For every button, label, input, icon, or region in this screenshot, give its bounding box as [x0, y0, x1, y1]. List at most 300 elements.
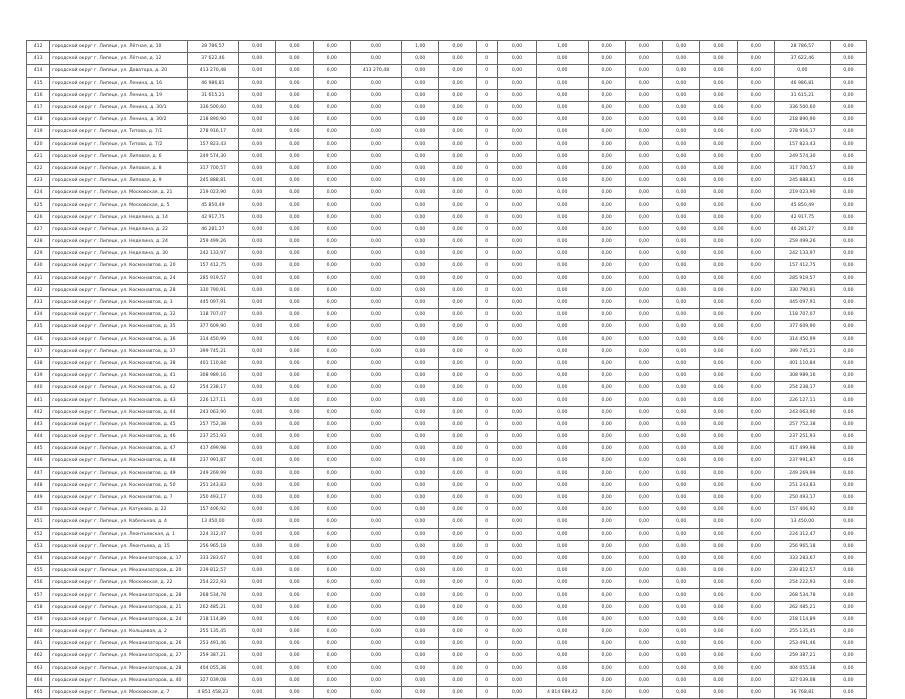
value-cell: 0,00 [830, 236, 866, 248]
value-cell: 0,00 [737, 626, 774, 638]
value-cell: 0 [476, 309, 497, 321]
address-cell: городской округ г. Липецк, ул. Космонавтов, д. 38 [50, 357, 187, 369]
value-cell: 0,00 [625, 150, 662, 162]
value-cell: 0,00 [625, 357, 662, 369]
value-cell: 0,00 [737, 260, 774, 272]
value-cell: 0,00 [239, 199, 276, 211]
row-number-cell: 442 [27, 406, 50, 418]
row-number-cell: 444 [27, 431, 50, 443]
value-cell: 0,00 [537, 674, 588, 686]
value-cell: 0,00 [402, 638, 439, 650]
value-cell: 0,00 [313, 431, 350, 443]
value-cell: 0,00 [239, 626, 276, 638]
value-cell: 0,00 [625, 321, 662, 333]
value-cell: 0,00 [313, 126, 350, 138]
value-cell: 0,00 [830, 126, 866, 138]
value-cell: 0,00 [313, 345, 350, 357]
spreadsheet-page [26, 40, 867, 696]
value-cell: 243 063,90 [187, 406, 238, 418]
value-cell: 0,00 [276, 565, 313, 577]
value-cell: 0,00 [439, 589, 476, 601]
value-cell: 0,00 [588, 357, 625, 369]
row-number-cell: 446 [27, 455, 50, 467]
value-cell: 0 [476, 321, 497, 333]
value-cell: 0,00 [830, 479, 866, 491]
value-cell: 0,00 [239, 528, 276, 540]
row-number-cell: 461 [27, 638, 50, 650]
value-cell: 0,00 [239, 236, 276, 248]
value-cell: 0,00 [588, 528, 625, 540]
value-cell: 0,00 [497, 272, 537, 284]
row-number-cell: 455 [27, 565, 50, 577]
value-cell: 0 [476, 638, 497, 650]
row-number-cell: 431 [27, 272, 50, 284]
value-cell: 259 499,26 [774, 236, 830, 248]
value-cell: 0,00 [239, 431, 276, 443]
value-cell: 218 114,89 [774, 613, 830, 625]
value-cell: 0,00 [239, 296, 276, 308]
value-cell: 0,00 [313, 467, 350, 479]
value-cell: 0,00 [350, 175, 401, 187]
table-row [27, 394, 867, 406]
value-cell: 404 055,38 [774, 662, 830, 674]
value-cell: 0,00 [350, 418, 401, 430]
value-cell: 0,00 [402, 601, 439, 613]
value-cell: 0,00 [737, 686, 774, 698]
value-cell: 0 [476, 491, 497, 503]
row-number-cell: 452 [27, 528, 50, 540]
value-cell: 0,00 [402, 260, 439, 272]
address-cell: городской округ г. Липецк, ул. Космонавтов, д. 36 [50, 333, 187, 345]
address-cell: городской округ г. Липецк, ул. Космонавтов, д. 41 [50, 370, 187, 382]
value-cell: 0,00 [239, 272, 276, 284]
value-cell: 0,00 [350, 455, 401, 467]
address-cell: городской округ г. Липецк, ул. Космонавтов, д. 3 [50, 296, 187, 308]
value-cell: 0,00 [625, 309, 662, 321]
value-cell: 0,00 [239, 345, 276, 357]
value-cell: 0,00 [276, 455, 313, 467]
value-cell: 0,00 [239, 443, 276, 455]
value-cell: 0,00 [313, 674, 350, 686]
value-cell: 45 850,49 [187, 199, 238, 211]
value-cell: 377 609,90 [187, 321, 238, 333]
value-cell: 0,00 [402, 65, 439, 77]
value-cell: 0,00 [625, 89, 662, 101]
value-cell: 0,00 [625, 333, 662, 345]
value-cell: 0,00 [350, 162, 401, 174]
value-cell: 0,00 [276, 211, 313, 223]
value-cell: 0,00 [537, 443, 588, 455]
value-cell: 0,00 [239, 333, 276, 345]
value-cell: 0,00 [402, 565, 439, 577]
value-cell: 0,00 [537, 370, 588, 382]
value-cell: 0,00 [588, 638, 625, 650]
value-cell: 0,00 [497, 467, 537, 479]
value-cell: 0,00 [313, 321, 350, 333]
value-cell: 0,00 [737, 650, 774, 662]
value-cell: 0,00 [402, 577, 439, 589]
value-cell: 0,00 [588, 626, 625, 638]
value-cell: 0,00 [663, 662, 700, 674]
value-cell: 0,00 [663, 309, 700, 321]
value-cell: 0,00 [313, 260, 350, 272]
value-cell: 0,00 [737, 516, 774, 528]
row-number-cell: 428 [27, 236, 50, 248]
value-cell: 404 055,38 [187, 662, 238, 674]
table-row [27, 613, 867, 625]
value-cell: 0,00 [625, 528, 662, 540]
value-cell: 0,00 [350, 613, 401, 625]
value-cell: 37 622,46 [774, 53, 830, 65]
value-cell: 0,00 [588, 333, 625, 345]
value-cell: 0,00 [313, 370, 350, 382]
table-row [27, 443, 867, 455]
value-cell: 0,00 [350, 491, 401, 503]
value-cell: 0,00 [737, 357, 774, 369]
value-cell: 0,00 [239, 479, 276, 491]
value-cell: 0,00 [239, 540, 276, 552]
value-cell: 0,00 [625, 565, 662, 577]
value-cell: 0,00 [497, 504, 537, 516]
value-cell: 257 752,38 [187, 418, 238, 430]
value-cell: 0,00 [497, 126, 537, 138]
value-cell: 0,00 [313, 175, 350, 187]
value-cell: 0,00 [588, 284, 625, 296]
value-cell: 278 916,17 [187, 126, 238, 138]
table-row [27, 357, 867, 369]
value-cell: 0,00 [537, 126, 588, 138]
value-cell: 0,00 [625, 601, 662, 613]
value-cell: 0,00 [402, 674, 439, 686]
value-cell: 0,00 [402, 406, 439, 418]
value-cell: 0,00 [402, 248, 439, 260]
value-cell: 0,00 [497, 284, 537, 296]
value-cell: 0,00 [350, 321, 401, 333]
value-cell: 0,00 [276, 248, 313, 260]
value-cell: 0,00 [497, 321, 537, 333]
value-cell: 0,00 [537, 77, 588, 89]
value-cell: 0,00 [625, 187, 662, 199]
value-cell: 0 [476, 479, 497, 491]
value-cell: 0,00 [276, 199, 313, 211]
value-cell: 0,00 [497, 431, 537, 443]
value-cell: 0 [476, 662, 497, 674]
value-cell: 254 222,93 [774, 577, 830, 589]
value-cell: 0,00 [700, 552, 737, 564]
value-cell: 0,00 [830, 211, 866, 223]
value-cell: 0,00 [663, 114, 700, 126]
value-cell: 0,00 [588, 321, 625, 333]
value-cell: 0,00 [625, 370, 662, 382]
value-cell: 0,00 [239, 260, 276, 272]
value-cell: 0,00 [737, 467, 774, 479]
value-cell: 0,00 [402, 53, 439, 65]
value-cell: 0,00 [663, 187, 700, 199]
value-cell: 0,00 [700, 467, 737, 479]
value-cell: 0,00 [276, 552, 313, 564]
value-cell: 0,00 [439, 626, 476, 638]
address-cell: городской округ г. Липецк, ул. Космонавтов, д. 45 [50, 418, 187, 430]
value-cell: 0,00 [497, 552, 537, 564]
value-cell: 0,00 [350, 589, 401, 601]
value-cell: 1,00 [537, 41, 588, 53]
value-cell: 0,00 [537, 53, 588, 65]
value-cell: 0,00 [313, 333, 350, 345]
value-cell: 0,00 [663, 53, 700, 65]
value-cell: 0,00 [737, 101, 774, 113]
value-cell: 0,00 [588, 589, 625, 601]
address-cell: городской округ г. Липецк, ул. Космонавтов, д. 42 [50, 382, 187, 394]
address-cell: городской округ г. Липецк, ул. Липовая, д. 8 [50, 162, 187, 174]
row-number-cell: 445 [27, 443, 50, 455]
value-cell: 0,00 [350, 77, 401, 89]
value-cell: 0,00 [663, 248, 700, 260]
value-cell: 0,00 [830, 382, 866, 394]
value-cell: 0,00 [439, 394, 476, 406]
value-cell: 0,00 [737, 199, 774, 211]
value-cell: 0,00 [588, 41, 625, 53]
value-cell: 0,00 [497, 199, 537, 211]
value-cell: 0,00 [830, 516, 866, 528]
value-cell: 0,00 [439, 370, 476, 382]
value-cell: 0,00 [497, 101, 537, 113]
value-cell: 0,00 [350, 394, 401, 406]
value-cell: 0,00 [625, 613, 662, 625]
value-cell: 0,00 [239, 589, 276, 601]
value-cell: 0 [476, 65, 497, 77]
value-cell: 336 500,60 [774, 101, 830, 113]
value-cell: 0,00 [350, 565, 401, 577]
value-cell: 0,00 [402, 126, 439, 138]
value-cell: 0,00 [497, 443, 537, 455]
value-cell: 0,00 [830, 674, 866, 686]
value-cell: 0,00 [402, 296, 439, 308]
value-cell: 0,00 [588, 662, 625, 674]
value-cell: 0,00 [350, 601, 401, 613]
value-cell: 0,00 [663, 199, 700, 211]
value-cell: 0,00 [313, 504, 350, 516]
value-cell: 0,00 [497, 175, 537, 187]
row-number-cell: 427 [27, 223, 50, 235]
value-cell: 0,00 [402, 150, 439, 162]
value-cell: 0,00 [830, 162, 866, 174]
value-cell: 0,00 [830, 345, 866, 357]
row-number-cell: 424 [27, 187, 50, 199]
value-cell: 0,00 [313, 211, 350, 223]
value-cell: 0,00 [663, 77, 700, 89]
value-cell: 0,00 [537, 150, 588, 162]
value-cell: 0,00 [700, 345, 737, 357]
value-cell: 0,00 [497, 260, 537, 272]
value-cell: 0,00 [350, 236, 401, 248]
value-cell: 0,00 [276, 613, 313, 625]
address-cell: городской округ г. Липецк, ул. Неделина, д. 14 [50, 211, 187, 223]
value-cell: 0,00 [537, 199, 588, 211]
value-cell: 0,00 [700, 406, 737, 418]
table-row [27, 211, 867, 223]
value-cell: 0,00 [537, 357, 588, 369]
value-cell: 0,00 [350, 431, 401, 443]
value-cell: 0,00 [313, 357, 350, 369]
value-cell: 242 133,97 [187, 248, 238, 260]
value-cell: 0,00 [276, 333, 313, 345]
value-cell: 259 499,26 [187, 236, 238, 248]
value-cell: 0,00 [663, 126, 700, 138]
value-cell: 0,00 [737, 89, 774, 101]
value-cell: 0,00 [497, 187, 537, 199]
value-cell: 0,00 [700, 626, 737, 638]
value-cell: 0,00 [537, 101, 588, 113]
value-cell: 0,00 [439, 333, 476, 345]
value-cell: 0,00 [588, 126, 625, 138]
value-cell: 0,00 [313, 187, 350, 199]
value-cell: 0 [476, 187, 497, 199]
value-cell: 0,00 [402, 199, 439, 211]
value-cell: 0 [476, 613, 497, 625]
value-cell: 157 823,43 [187, 138, 238, 150]
value-cell: 0,00 [700, 65, 737, 77]
value-cell: 0,00 [537, 601, 588, 613]
value-cell: 0,00 [439, 284, 476, 296]
value-cell: 0,00 [350, 101, 401, 113]
row-number-cell: 451 [27, 516, 50, 528]
value-cell: 0 [476, 41, 497, 53]
value-cell: 0,00 [402, 589, 439, 601]
value-cell: 0,00 [830, 77, 866, 89]
value-cell: 0,00 [439, 321, 476, 333]
address-cell: городской округ г. Липецк, ул. Московская, д. 7 [50, 686, 187, 698]
value-cell: 0,00 [276, 443, 313, 455]
value-cell: 0,00 [537, 491, 588, 503]
value-cell: 0,00 [830, 504, 866, 516]
value-cell: 0,00 [276, 272, 313, 284]
value-cell: 0,00 [737, 552, 774, 564]
value-cell: 0,00 [497, 528, 537, 540]
value-cell: 0,00 [625, 41, 662, 53]
value-cell: 0,00 [439, 638, 476, 650]
value-cell: 327 039,08 [774, 674, 830, 686]
value-cell: 0,00 [625, 516, 662, 528]
value-cell: 243 063,90 [774, 406, 830, 418]
value-cell: 0,00 [700, 577, 737, 589]
value-cell: 0,00 [588, 406, 625, 418]
value-cell: 0,00 [537, 345, 588, 357]
value-cell: 0,00 [663, 626, 700, 638]
value-cell: 0 [476, 406, 497, 418]
value-cell: 0,00 [239, 211, 276, 223]
value-cell: 0,00 [663, 260, 700, 272]
value-cell: 0 [476, 467, 497, 479]
value-cell: 333 283,67 [774, 552, 830, 564]
value-cell: 0,00 [497, 211, 537, 223]
value-cell: 256 965,18 [187, 540, 238, 552]
value-cell: 0,00 [830, 370, 866, 382]
value-cell: 0,00 [313, 662, 350, 674]
value-cell: 251 243,83 [774, 479, 830, 491]
value-cell: 0,00 [239, 357, 276, 369]
value-cell: 237 991,87 [774, 455, 830, 467]
value-cell: 0,00 [537, 406, 588, 418]
value-cell: 0,00 [313, 65, 350, 77]
value-cell: 0,00 [402, 357, 439, 369]
value-cell: 0,00 [537, 162, 588, 174]
value-cell: 0,00 [276, 284, 313, 296]
value-cell: 0,00 [402, 284, 439, 296]
value-cell: 0,00 [700, 589, 737, 601]
row-number-cell: 429 [27, 248, 50, 260]
value-cell: 0 [476, 370, 497, 382]
value-cell: 0,00 [402, 662, 439, 674]
value-cell: 0,00 [402, 479, 439, 491]
value-cell: 0 [476, 150, 497, 162]
table-row [27, 540, 867, 552]
value-cell: 0,00 [239, 686, 276, 698]
value-cell: 0 [476, 260, 497, 272]
value-cell: 0,00 [737, 674, 774, 686]
table-row [27, 333, 867, 345]
value-cell: 0,00 [830, 101, 866, 113]
value-cell: 0,00 [537, 138, 588, 150]
value-cell: 0,00 [830, 175, 866, 187]
value-cell: 0 [476, 53, 497, 65]
row-number-cell: 464 [27, 674, 50, 686]
value-cell: 0,00 [700, 296, 737, 308]
row-number-cell: 434 [27, 309, 50, 321]
value-cell: 0,00 [402, 236, 439, 248]
value-cell: 0,00 [700, 223, 737, 235]
row-number-cell: 437 [27, 345, 50, 357]
value-cell: 0,00 [497, 394, 537, 406]
table-row [27, 101, 867, 113]
address-cell: городской округ г. Липецк, ул. Ленина, д. 19 [50, 89, 187, 101]
value-cell: 0,00 [313, 138, 350, 150]
value-cell: 0,00 [588, 77, 625, 89]
value-cell: 0,00 [439, 467, 476, 479]
value-cell: 0,00 [276, 150, 313, 162]
value-cell: 0,00 [276, 626, 313, 638]
value-cell: 0,00 [239, 248, 276, 260]
value-cell: 0,00 [276, 650, 313, 662]
value-cell: 0 [476, 114, 497, 126]
value-cell: 0,00 [700, 187, 737, 199]
value-cell: 0,00 [625, 650, 662, 662]
value-cell: 46 281,27 [774, 223, 830, 235]
value-cell: 0 [476, 236, 497, 248]
value-cell: 0,00 [313, 638, 350, 650]
value-cell: 0,00 [830, 41, 866, 53]
value-cell: 401 110,84 [774, 357, 830, 369]
table-row [27, 150, 867, 162]
value-cell: 0,00 [439, 236, 476, 248]
value-cell: 0,00 [700, 418, 737, 430]
value-cell: 0,00 [350, 138, 401, 150]
value-cell: 0,00 [537, 394, 588, 406]
value-cell: 0,00 [313, 248, 350, 260]
value-cell: 45 850,49 [774, 199, 830, 211]
value-cell: 4 814 689,42 [537, 686, 588, 698]
value-cell: 0,00 [700, 101, 737, 113]
value-cell: 0,00 [830, 406, 866, 418]
value-cell: 218 890,90 [187, 114, 238, 126]
address-cell: городской округ г. Липецк, ул. Космонавтов, д. 44 [50, 406, 187, 418]
value-cell: 0,00 [497, 626, 537, 638]
value-cell: 0,00 [830, 552, 866, 564]
value-cell: 0,00 [497, 601, 537, 613]
table-row [27, 126, 867, 138]
value-cell: 0,00 [497, 638, 537, 650]
value-cell: 417 499,98 [187, 443, 238, 455]
value-cell: 0,00 [625, 248, 662, 260]
